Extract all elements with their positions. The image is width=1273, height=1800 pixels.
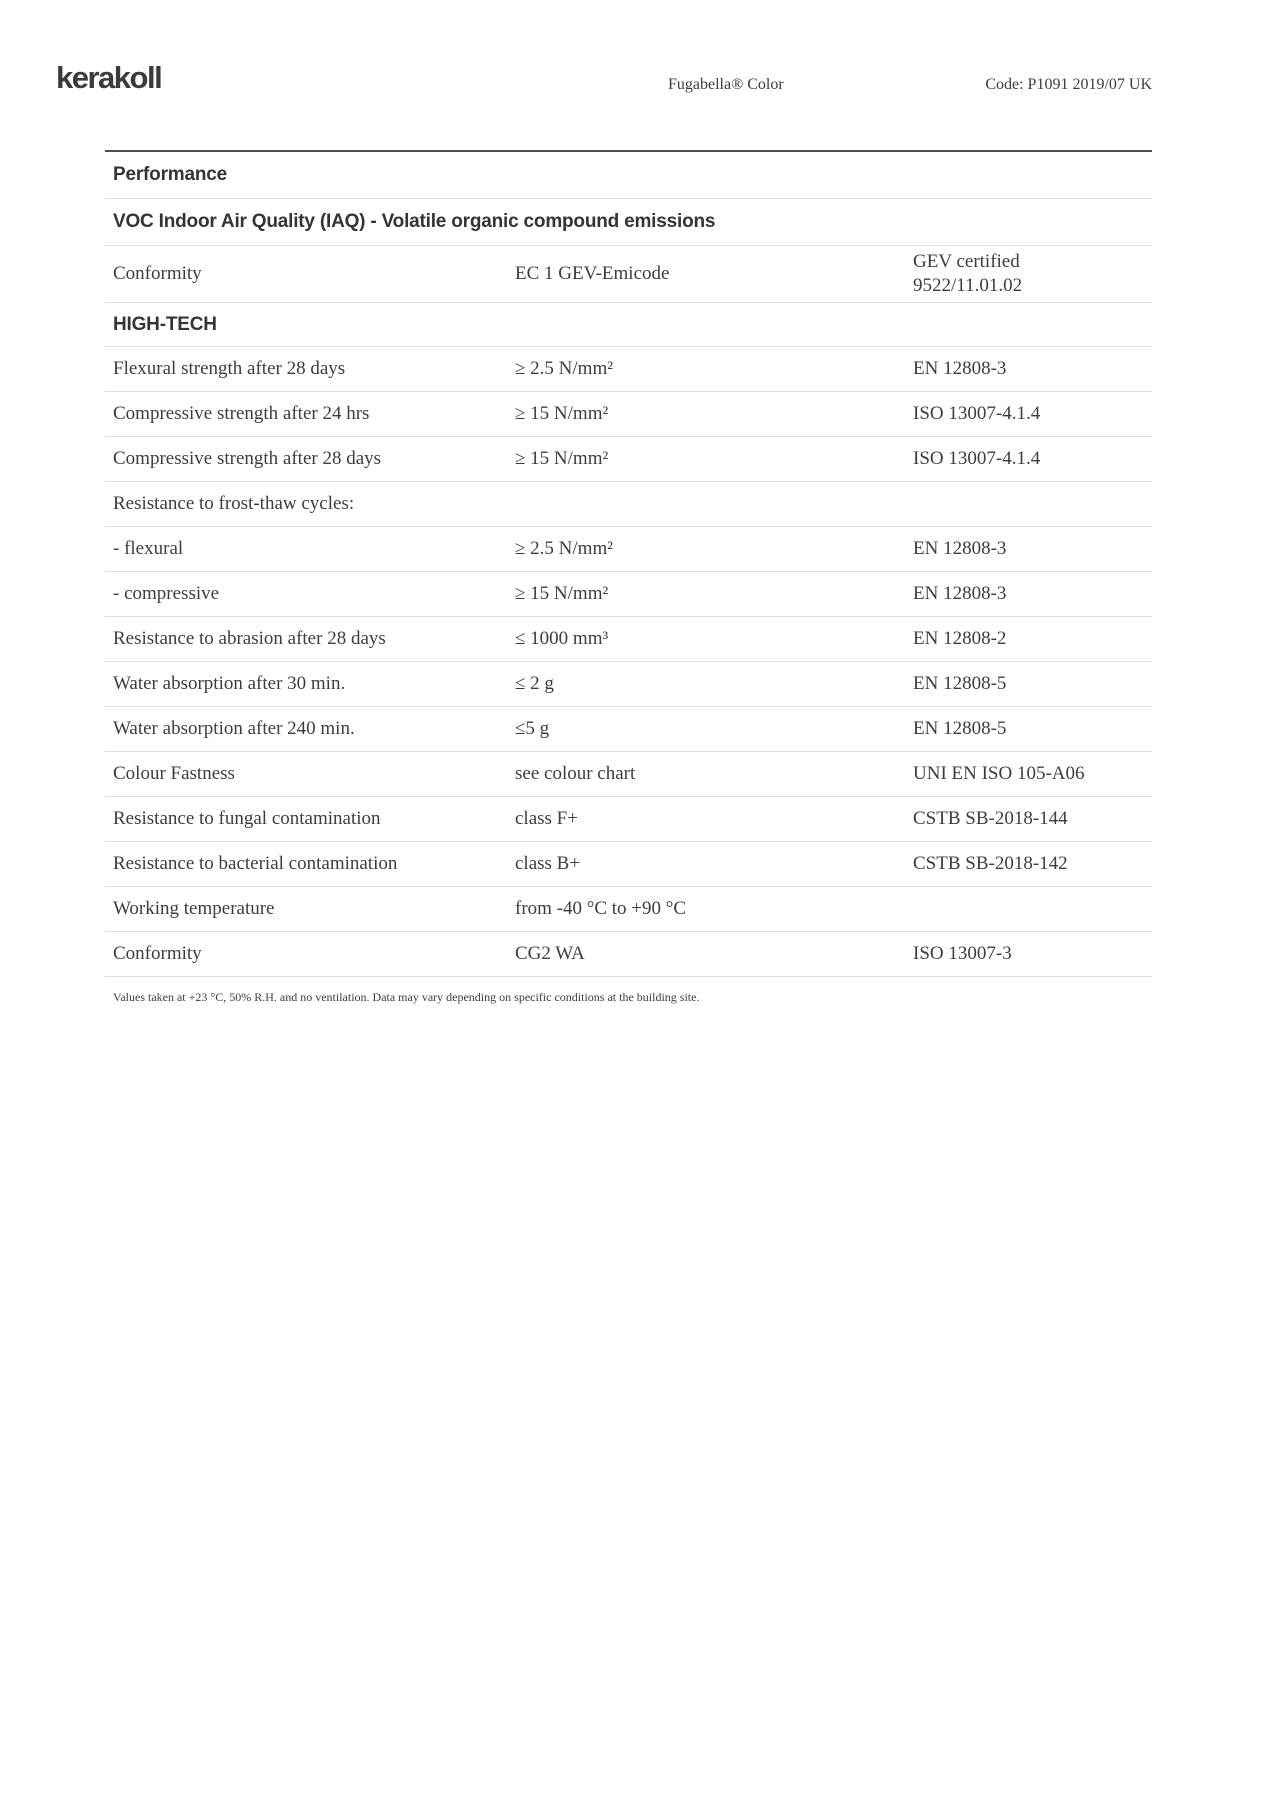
table-section-row xyxy=(105,152,1152,199)
standard-cell: CSTB SB-2018-144 xyxy=(913,808,1068,830)
table-row xyxy=(105,347,1152,392)
value-cell: EC 1 GEV-Emicode xyxy=(515,263,670,285)
table-section-row xyxy=(105,199,1152,246)
standard-cell: ISO 13007-3 xyxy=(913,943,1012,965)
value-cell: class F+ xyxy=(515,808,578,830)
property-cell: Resistance to bacterial contamination xyxy=(113,853,398,875)
property-cell: - compressive xyxy=(113,583,220,605)
property-cell: Compressive strength after 28 days xyxy=(113,448,382,470)
property-cell: Flexural strength after 28 days xyxy=(113,358,346,380)
value-cell: ≥ 15 N/mm² xyxy=(515,583,609,605)
table-row xyxy=(105,482,1152,527)
value-cell: ≥ 2.5 N/mm² xyxy=(515,538,613,560)
standard-cell: ISO 13007-4.1.4 xyxy=(913,448,1041,470)
table-row xyxy=(105,392,1152,437)
product-name: Fugabella® Color xyxy=(668,76,784,93)
value-cell: ≥ 15 N/mm² xyxy=(515,403,609,425)
kerakoll-logo: kerakoll xyxy=(56,60,162,95)
section-label: HIGH-TECH xyxy=(113,313,217,335)
property-cell: Compressive strength after 24 hrs xyxy=(113,403,370,425)
standard-cell: EN 12808-3 xyxy=(913,358,1007,380)
table-row xyxy=(105,437,1152,482)
table-row xyxy=(105,662,1152,707)
value-cell: ≤5 g xyxy=(515,718,550,740)
table-row xyxy=(105,932,1152,977)
standard-cell: EN 12808-2 xyxy=(913,628,1007,650)
property-cell: - flexural xyxy=(113,538,184,560)
property-cell: Water absorption after 240 min. xyxy=(113,718,355,740)
standard-cell: EN 12808-5 xyxy=(913,673,1007,695)
table-section-row xyxy=(105,303,1152,347)
property-cell: Resistance to abrasion after 28 days xyxy=(113,628,386,650)
table-row xyxy=(105,246,1152,303)
value-cell: ≤ 2 g xyxy=(515,673,554,695)
table-row xyxy=(105,527,1152,572)
standard-cell: ISO 13007-4.1.4 xyxy=(913,403,1041,425)
value-cell: ≤ 1000 mm³ xyxy=(515,628,609,650)
value-cell: see colour chart xyxy=(515,763,636,785)
standard-cell: UNI EN ISO 105-A06 xyxy=(913,763,1085,785)
property-cell: Water absorption after 30 min. xyxy=(113,673,346,695)
value-cell: CG2 WA xyxy=(515,943,585,965)
table-row xyxy=(105,752,1152,797)
table-row xyxy=(105,842,1152,887)
table-row xyxy=(105,797,1152,842)
value-cell: ≥ 15 N/mm² xyxy=(515,448,609,470)
section-label: VOC Indoor Air Quality (IAQ) - Volatile organic compound emissions xyxy=(113,211,716,233)
standard-cell: EN 12808-5 xyxy=(913,718,1007,740)
property-cell: Colour Fastness xyxy=(113,763,235,785)
value-cell: ≥ 2.5 N/mm² xyxy=(515,358,613,380)
performance-table xyxy=(105,150,1152,977)
table-row xyxy=(105,707,1152,752)
value-cell: from -40 °C to +90 °C xyxy=(515,898,687,920)
table-row xyxy=(105,617,1152,662)
property-cell: Resistance to fungal contamination xyxy=(113,808,381,830)
section-label: Performance xyxy=(113,164,227,186)
footnote: Values taken at +23 °C, 50% R.H. and no ventilation. Data may vary depending on specific conditions at the building site. xyxy=(113,990,700,1004)
standard-cell: EN 12808-3 xyxy=(913,538,1007,560)
property-cell: Working temperature xyxy=(113,898,275,920)
property-cell: Conformity xyxy=(113,263,202,285)
value-cell: class B+ xyxy=(515,853,581,875)
property-cell: Conformity xyxy=(113,943,202,965)
table-row xyxy=(105,887,1152,932)
standard-cell: CSTB SB-2018-142 xyxy=(913,853,1068,875)
document-code: Code: P1091 2019/07 UK xyxy=(985,76,1152,93)
property-cell: Resistance to frost-thaw cycles: xyxy=(113,493,355,515)
table-row xyxy=(105,572,1152,617)
standard-cell xyxy=(913,250,1152,298)
standard-cell: EN 12808-3 xyxy=(913,583,1007,605)
standard-text: GEV certified 9522/11.01.02 xyxy=(913,251,1023,296)
